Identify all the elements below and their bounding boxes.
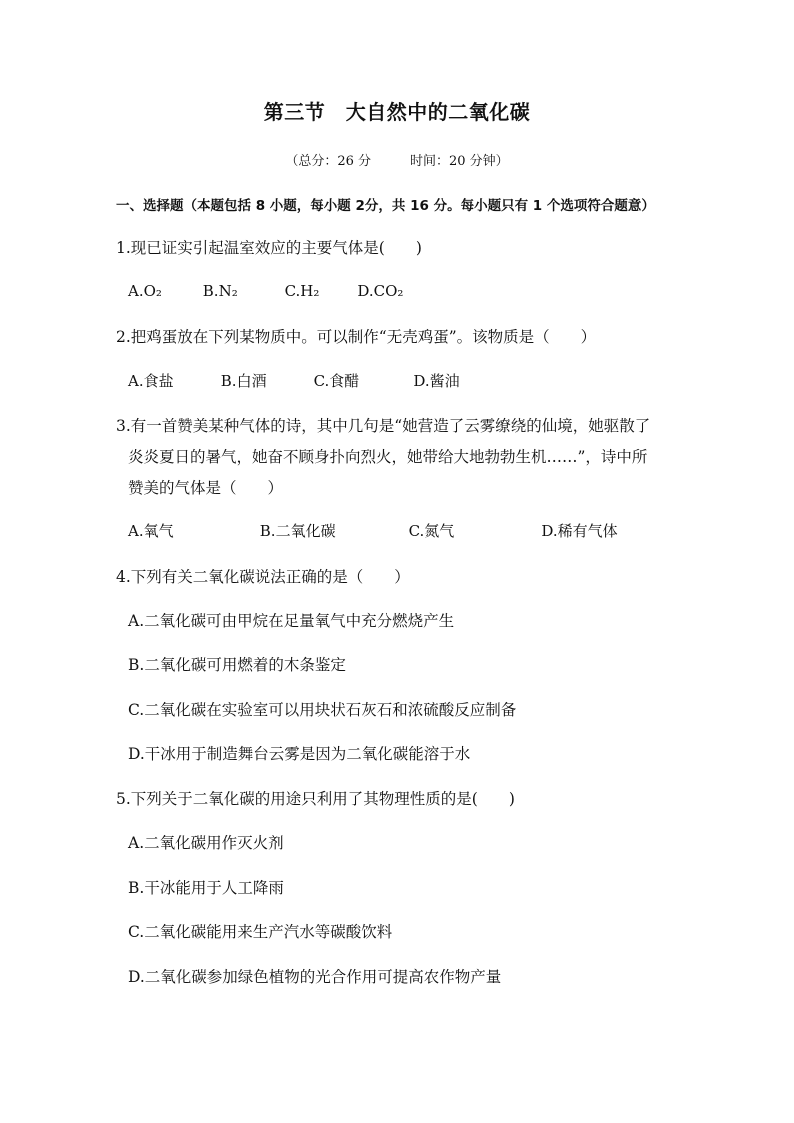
- question-1-option-d: D.CO₂: [357, 282, 404, 300]
- question-3-option-a: A.氧气: [128, 522, 174, 540]
- question-1-option-b: B.N₂: [202, 282, 238, 300]
- question-3-option-b: B.二氧化碳: [259, 522, 336, 540]
- question-3-option-c: C.氮气: [408, 522, 455, 540]
- question-4-stem: 4.下列有关二氧化碳说法正确的是（ ）: [116, 568, 410, 586]
- question-2-option-b: B.白酒: [220, 372, 267, 390]
- question-3-options: [128, 520, 618, 541]
- section-heading: 一、选择题（本题包括 8 小题，每小题 2分，共 16 分。每小题只有 1 个选项符合题意）: [116, 198, 655, 214]
- page-title: 第三节 大自然中的二氧化碳: [263, 100, 531, 124]
- question-2-option-c: C.食醋: [313, 372, 360, 390]
- question-3-stem-line-2: 炎炎夏日的暑气，她奋不顾身扑向烈火，她带给大地勃勃生机……”，诗中所: [128, 448, 648, 466]
- question-5-option-d: D.二氧化碳参加绿色植物的光合作用可提高农作物产量: [128, 968, 502, 986]
- question-1-option-a: A.O₂: [128, 282, 162, 300]
- question-5-option-c: C.二氧化碳能用来生产汽水等碳酸饮料: [128, 923, 393, 941]
- question-2-option-d: D.酱油: [413, 372, 460, 390]
- question-2-options: [128, 370, 460, 391]
- question-1-stem: 1.现已证实引起温室效应的主要气体是( ): [116, 239, 422, 257]
- question-2-stem: 2.把鸡蛋放在下列某物质中。可以制作“无壳鸡蛋”。该物质是（ ）: [116, 328, 597, 346]
- question-1-option-c: C.H₂: [284, 282, 320, 300]
- question-3-stem-line-3: 赞美的气体是（ ）: [128, 479, 284, 497]
- question-5-stem: 5.下列关于二氧化碳的用途只利用了其物理性质的是( ): [116, 790, 515, 808]
- question-4-option-b: B.二氧化碳可用燃着的木条鉴定: [128, 656, 346, 674]
- question-4-option-a: A.二氧化碳可由甲烷在足量氧气中充分燃烧产生: [128, 612, 455, 630]
- question-3-option-d: D.稀有气体: [541, 522, 618, 540]
- question-5-option-b: B.干冰能用于人工降雨: [128, 879, 284, 897]
- question-1-options: [128, 282, 403, 300]
- question-4-option-d: D.干冰用于制造舞台云雾是因为二氧化碳能溶于水: [128, 745, 471, 763]
- question-4-option-c: C.二氧化碳在实验室可以用块状石灰石和浓硫酸反应制备: [128, 701, 517, 719]
- score-time-info: （总分：26 分 时间：20 分钟）: [285, 154, 509, 169]
- question-2-option-a: A.食盐: [128, 372, 174, 390]
- question-3-stem-line-1: 3.有一首赞美某种气体的诗，其中几句是“她营造了云雾缭绕的仙境，她驱散了: [116, 417, 651, 435]
- question-5-option-a: A.二氧化碳用作灭火剂: [128, 834, 284, 852]
